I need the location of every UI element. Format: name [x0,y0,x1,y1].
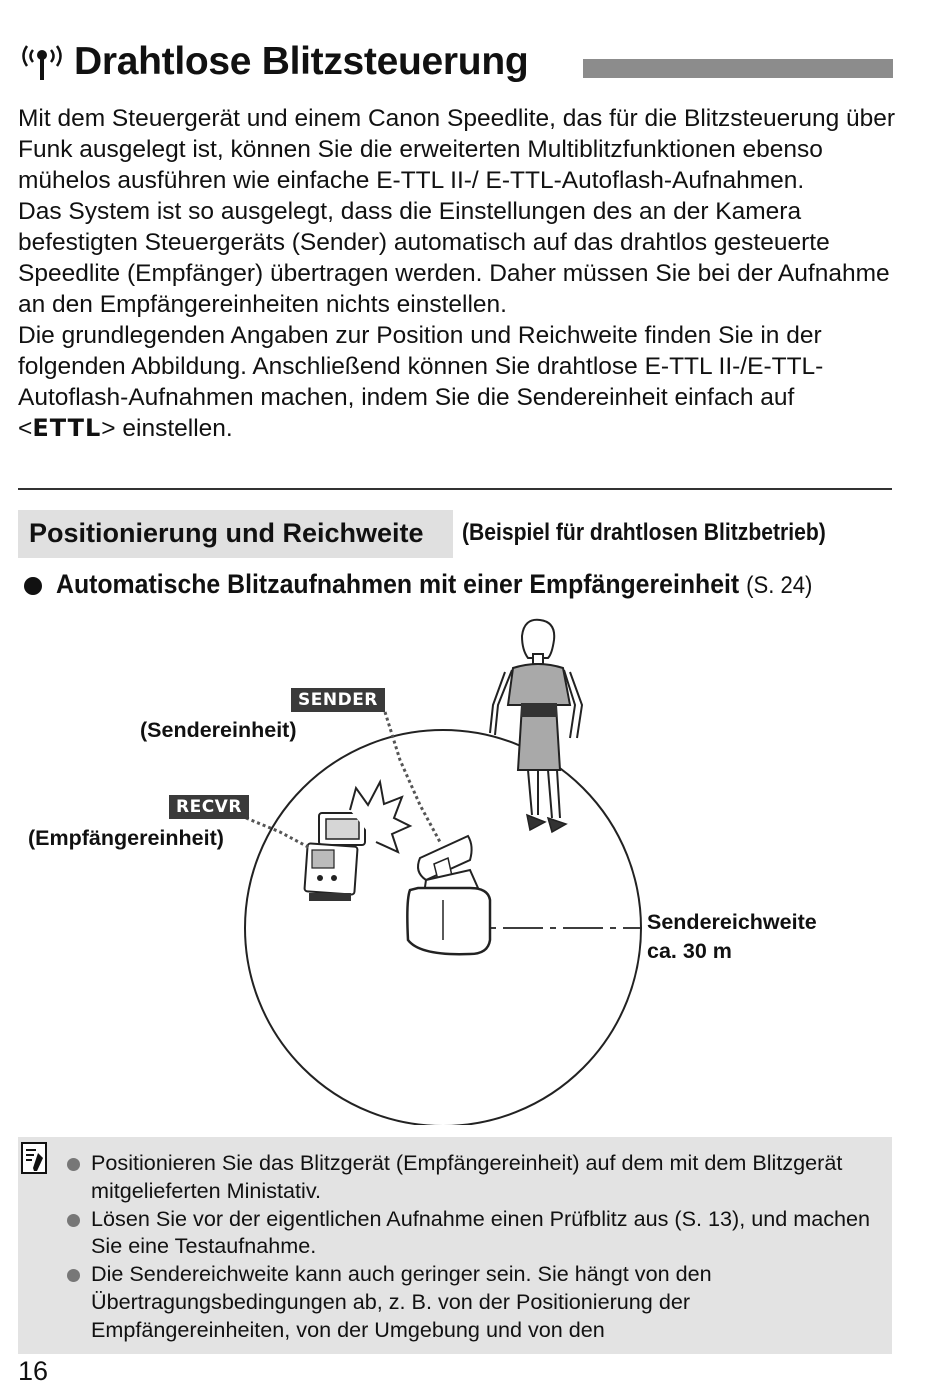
intro-text [18,103,898,444]
person-figure [490,620,582,832]
bullet-dot-icon [24,577,42,595]
intro-paragraph-3-text: Die grundlegenden Angaben zur Position und Reichweite finden Sie in der folgenden Abbildung. Anschließend können Sie drahtlose E-TTL II-/E-TTL-Autoflash-Aufnahmen machen, indem Sie die Sendereinheit einfach auf < [18,322,824,442]
receiver-tag: RECVR [169,795,249,819]
range-label-line1: Sendereichweite [647,910,817,934]
note-memo-icon [20,1141,48,1175]
wireless-radio-icon [18,42,66,82]
section-subtitle: (Beispiel für drahtlosen Blitzbetrieb) [462,519,826,546]
page-header [18,36,898,88]
note-item: Lösen Sie vor der eigentlichen Aufnahme einen Prüfblitz aus (S. 13), und machen Sie eine Testaufnahme. [66,1205,881,1261]
bullet-heading-label: Automatische Blitzaufnahmen mit einer Empfängereinheit [56,569,740,599]
section-heading-box [18,510,453,558]
divider [18,488,892,490]
intro-paragraph-2: Das System ist so ausgelegt, dass die Einstellungen des an der Kamera befestigten Steuergeräts (Sender) automatisch auf das drahtlos gesteuerte Speedlite (Empfänger) übertragen werden. Daher müssen Sie bei der Aufnahme an den Empfängereinheiten nichts einstellen. [18,198,890,318]
note-list [66,1149,881,1344]
note-item: Positionieren Sie das Blitzgerät (Empfängereinheit) auf dem mit dem Blitzgerät mitgelieferten Ministativ. [66,1149,881,1205]
range-label-line2: ca. 30 m [647,939,732,963]
bullet-heading [22,565,902,605]
intro-paragraph-3 [18,320,898,444]
note-item: Die Sendereichweite kann auch geringer sein. Sie hängt von den Übertragungsbedingungen ab, z. B. von der Positionierung der Empfängereinheiten, von der Umgebung und von den [66,1260,881,1343]
note-box [18,1137,892,1354]
camera-transmitter-drawing [407,836,490,954]
page-reference: (S. 24) [746,572,813,599]
receiver-label: (Empfängereinheit) [28,826,224,850]
bullet-heading-text [56,565,812,605]
sender-label: (Sendereinheit) [140,718,297,742]
positioning-illustration [0,615,950,1125]
page-title: Drahtlose Blitzsteuerung [74,40,529,83]
sender-tag: SENDER [291,688,385,712]
page-number: 16 [18,1356,49,1386]
ettl-mode-label: ETTL [32,414,102,442]
receiver-leader-line [246,818,310,848]
illustration-drawing [0,615,950,1125]
title-decor-bar [583,59,893,78]
section-title: Positionierung und Reichweite [29,518,424,548]
receiver-flash-drawing [304,782,410,901]
intro-paragraph-3-end: > einstellen. [101,415,233,442]
intro-paragraph-1: Mit dem Steuergerät und einem Canon Speedlite, das für die Blitzsteuerung über Funk ausgelegt ist, können Sie die erweiterten Multiblitzfunktionen ebenso mühelos ausführen wie einfache E-TTL II-/ E-TTL-Autoflash-Aufnahmen. [18,105,896,194]
